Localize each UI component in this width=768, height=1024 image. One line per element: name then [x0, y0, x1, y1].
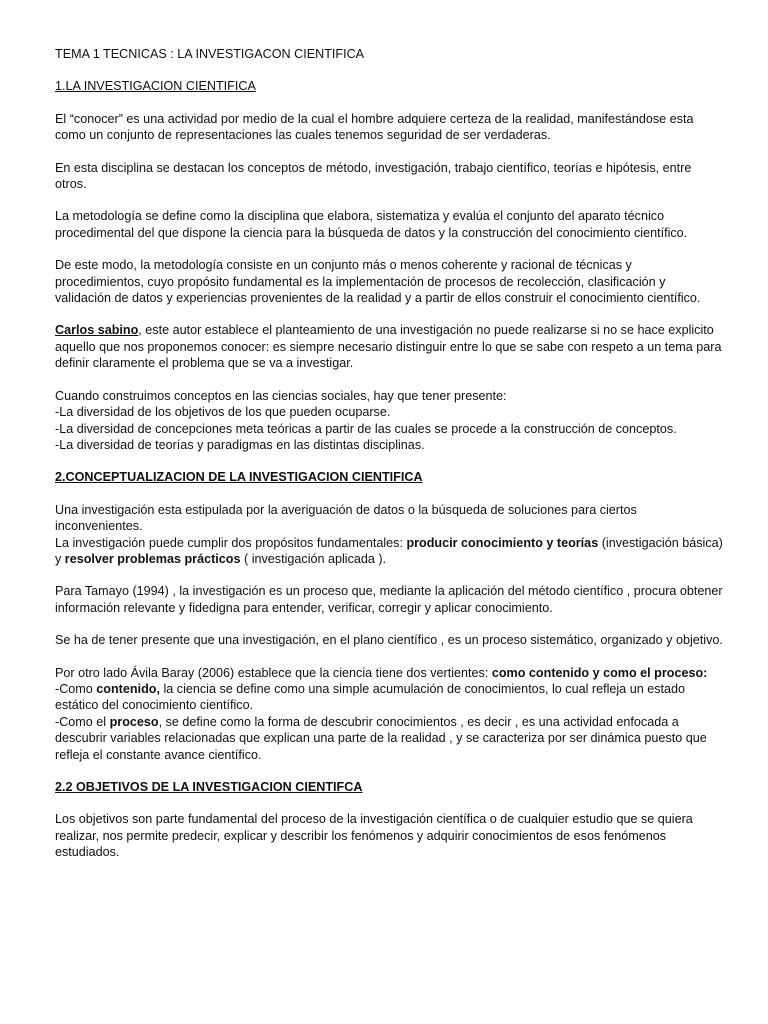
- paragraph-conceptos-list: [55, 388, 724, 454]
- bold-phrase: producir conocimiento y teorías: [406, 535, 599, 550]
- paragraph-estipulada: [55, 502, 724, 568]
- paragraph-estipulada-line: Una investigación esta estipulada por la averiguación de datos o la búsqueda de soluciones para ciertos inconvenientes.: [55, 502, 637, 534]
- paragraph-disciplina: En esta disciplina se destacan los conceptos de método, investigación, trabajo científico, teorías e hipótesis, entre otros.: [55, 160, 692, 192]
- section-heading-3: 2.2 OBJETIVOS DE LA INVESTIGACION CIENTIFCA: [55, 780, 363, 794]
- paragraph-tamayo: Para Tamayo (1994) , la investigación es un proceso que, mediante la aplicación del método científico , procura obtener información relevante y fidedigna para entender, verificar, corregir y aplicar conocimiento.: [55, 584, 723, 615]
- bold-phrase: resolver problemas prácticos: [64, 551, 241, 566]
- paragraph-sabino-text: , este autor establece el planteamiento de una investigación no puede realizarse si no se hace explicito aquello que nos proponemos conocer: es siempre necesario distinguir entre lo que se sabe con respeto a un tema para definir claramente el problema que se va a investigar.: [55, 323, 722, 371]
- text-fragment: La investigación puede cumplir dos propósitos fundamentales:: [55, 535, 407, 550]
- paragraph-conocer: El “conocer” es una actividad por medio de la cual el hombre adquiere certeza de la realidad, manifestándose esta como un conjunto de representaciones las cuales tenemos seguridad de ser verdaderas.: [55, 111, 694, 143]
- text-fragment: ( investigación aplicada ).: [240, 551, 387, 566]
- bold-phrase: contenido,: [96, 681, 160, 696]
- section-heading-2: 2.CONCEPTUALIZACION DE LA INVESTIGACION CIENTIFICA: [55, 470, 423, 485]
- paragraph-avila-intro: [55, 665, 724, 681]
- text-fragment: (investigación básica) y: [55, 535, 723, 566]
- author-name-sabino: Carlos sabino: [55, 323, 139, 338]
- paragraph-metodologia: La metodología se define como la disciplina que elabora, sistematiza y evalúa el conjunto del aparato técnico procedimental del que dispone la ciencia para la búsqueda de datos y la construcción del conocimiento científico.: [55, 209, 688, 240]
- text-fragment: , se define como la forma de descubrir conocimientos , es decir , es una actividad enfocada a descubrir variables relacionadas que explican una parte de la realidad , y se caracteriza por ser dinámica puesto que refleja el constante avance científico.: [55, 714, 707, 762]
- text-fragment: -Como el: [55, 714, 110, 729]
- list-intro: Cuando construimos conceptos en las ciencias sociales, hay que tener presente:: [55, 388, 507, 403]
- paragraph-sabino: [55, 322, 724, 371]
- list-item: -La diversidad de los objetivos de los que pueden ocuparse.: [55, 405, 391, 420]
- section-heading-1: 1.LA INVESTIGACION CIENTIFICA: [55, 79, 256, 94]
- paragraph-proceso: [55, 714, 724, 763]
- paragraph-objetivos: Los objetivos son parte fundamental del proceso de la investigación científica o de cualquier estudio que se quiera realizar, nos permite predecir, explicar y describir los fenómenos y adquirir conocimientos de esos fenómenos estudiados.: [55, 812, 693, 860]
- paragraph-sistematico: Se ha de tener presente que una investigación, en el plano científico , es un proceso sistemático, organizado y objetivo.: [55, 633, 723, 648]
- paragraph-avila: [55, 665, 724, 763]
- text-fragment: -Como: [55, 681, 97, 696]
- bold-phrase: proceso: [109, 714, 159, 729]
- bold-phrase: como contenido y como el proceso:: [491, 665, 708, 680]
- list-item: -La diversidad de teorías y paradigmas en las distintas disciplinas.: [55, 437, 425, 452]
- paragraph-metodologia-conjunto: De este modo, la metodología consiste en un conjunto más o menos coherente y racional de técnicas y procedimientos, cuyo propósito fundamental es la implementación de procesos de recolección, clasificación y validación de datos y experiencias provenientes de la realidad y a partir de ellos construir el conocimiento científico.: [55, 258, 701, 306]
- paragraph-contenido: [55, 681, 724, 714]
- document-title: TEMA 1 TECNICAS : LA INVESTIGACON CIENTIFICA: [55, 47, 365, 61]
- list-item: -La diversidad de concepciones meta teóricas a partir de las cuales se procede a la construcción de conceptos.: [55, 421, 677, 436]
- paragraph-propositos: [55, 535, 724, 568]
- text-fragment: Por otro lado Ávila Baray (2006) establece que la ciencia tiene dos vertientes:: [55, 665, 492, 680]
- text-fragment: la ciencia se define como una simple acumulación de conocimientos, lo cual refleja un estado estático del conocimiento científico.: [55, 681, 686, 713]
